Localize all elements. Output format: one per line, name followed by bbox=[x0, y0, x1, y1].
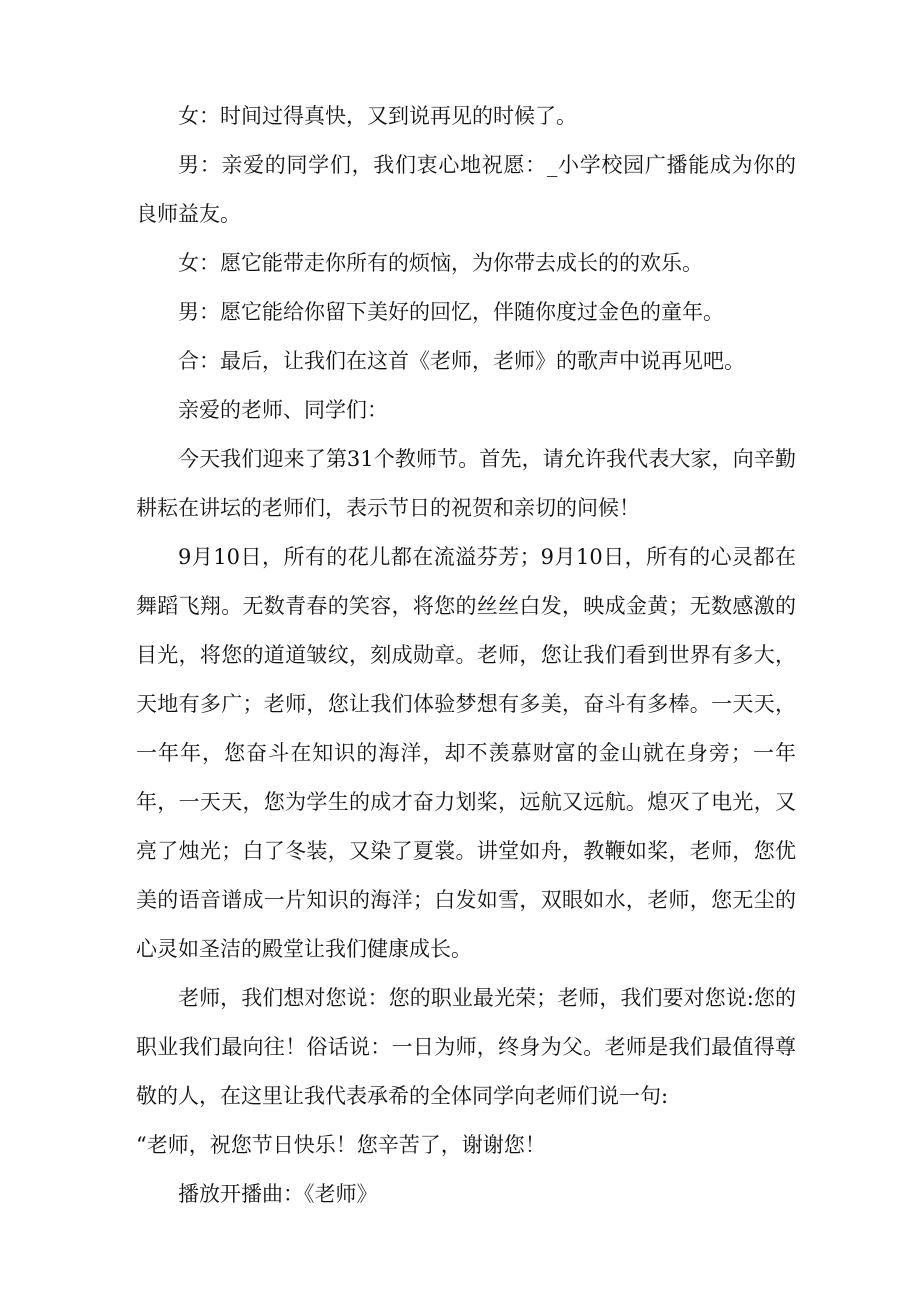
document-body bbox=[136, 92, 796, 1219]
dialogue-line-together: 合：最后，让我们在这首《老师，老师》的歌声中说再见吧。 bbox=[178, 349, 745, 373]
dialogue-line-male-1: 男：亲爱的同学们，我们衷心地祝愿：_小学校园广播能成为你的良师益友。 bbox=[136, 153, 796, 226]
dialogue-line-male-2: 男：愿它能给你留下美好的回忆，伴随你度过金色的童年。 bbox=[178, 300, 724, 324]
speech-closing-paragraph: 老师，我们想对您说：您的职业最光荣；老师，我们要对您说:您的职业我们最向往！俗话说：一日为师，终身为父。老师是我们最值得尊敬的人，在这里让我代表承希的全体同学向老师们说一句: bbox=[136, 986, 796, 1108]
speech-body-paragraph: 9月10日，所有的花儿都在流溢芬芳；9月10日，所有的心灵都在舞蹈飞翔。无数青春的笑容，将您的丝丝白发，映成金黄；无数感激的目光，将您的道道皱纹，刻成勋章。老师，您让我们看到世界有多大，天地有多广；老师，您让我们体验梦想有多美，奋斗有多棒。一天天，一年年，您奋斗在知识的海洋，却不羡慕财富的金山就在身旁；一年年，一天天，您为学生的成才奋力划桨，远航又远航。熄灭了电光，又亮了烛光；白了冬装，又染了夏裳。讲堂如舟，教鞭如桨，老师，您优美的语音谱成一片知识的海洋；白发如雪，双眼如水，老师，您无尘的心灵如圣洁的殿堂让我们健康成长。 bbox=[136, 545, 796, 961]
speech-opening-paragraph: 今天我们迎来了第31个教师节。首先，请允许我代表大家，向辛勤耕耘在讲坛的老师们，表示节日的祝贺和亲切的问候！ bbox=[136, 447, 796, 520]
dialogue-line-female-1: 女：时间过得真快，又到说再见的时候了。 bbox=[178, 104, 577, 128]
dialogue-line-female-2: 女：愿它能带走你所有的烦恼，为你带去成长的的欢乐。 bbox=[178, 251, 703, 275]
speech-salutation: 亲爱的老师、同学们： bbox=[178, 398, 388, 422]
speech-quote-line: “老师，祝您节日快乐！您辛苦了，谢谢您！ bbox=[136, 1133, 546, 1157]
play-song-line: 播放开播曲：《老师》 bbox=[178, 1182, 378, 1206]
